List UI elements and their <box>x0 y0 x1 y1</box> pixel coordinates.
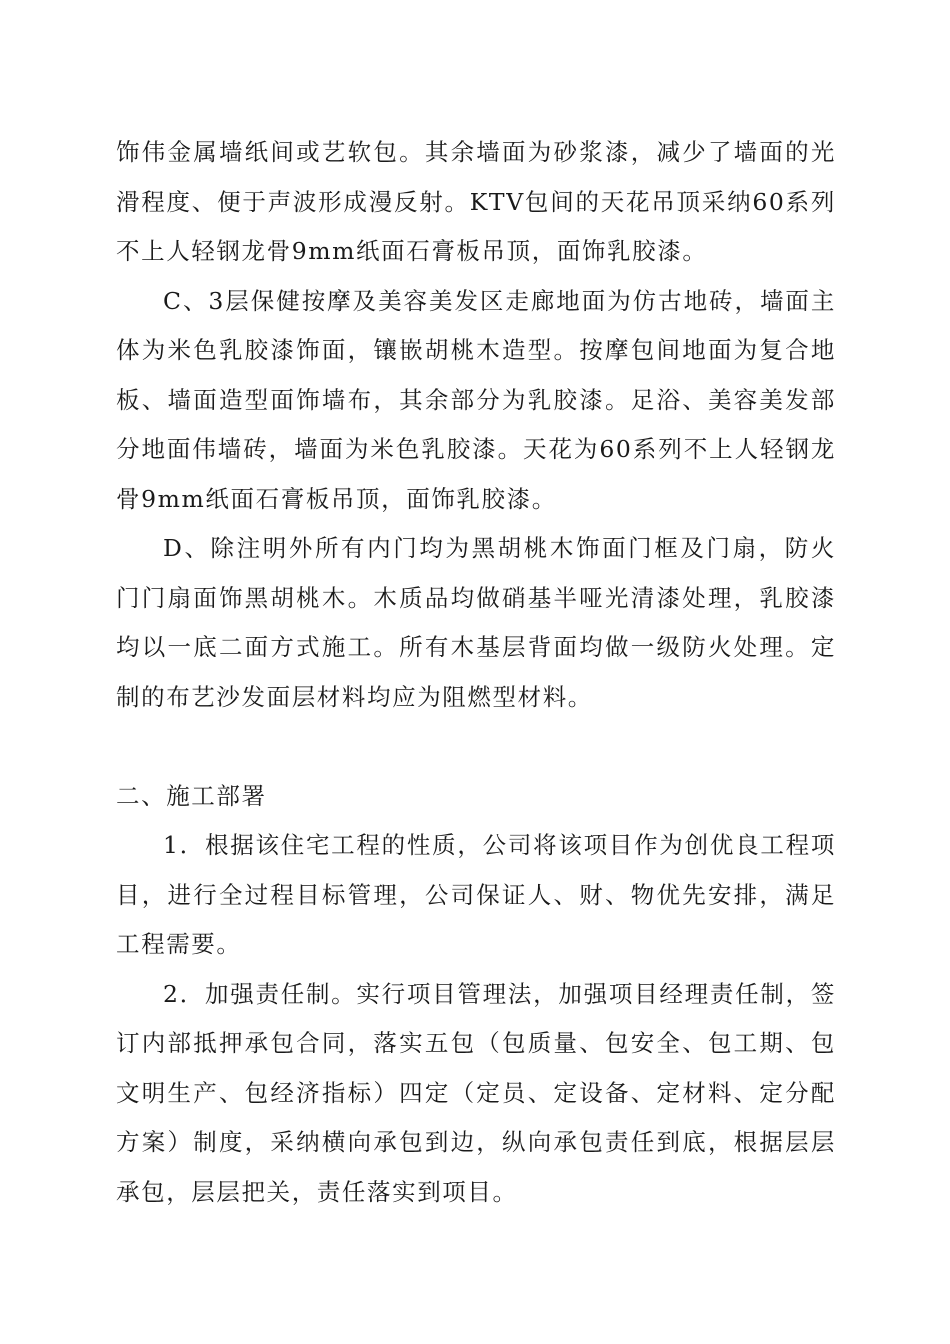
section-heading-construction-deployment: 二、施工部署 <box>116 781 267 810</box>
paragraph-doors-and-woodwork: D、除注明外所有内门均为黑胡桃木饰面门框及门扇，防火门门扇面饰黑胡桃木。木质品均做硝基半哑光清漆处理，乳胶漆均以一底二面方式施工。所有木基层背面均做一级防火处理。定制的布艺沙发面层材料均应为阻燃型材料。 <box>116 534 836 711</box>
document-body <box>116 128 836 1217</box>
paragraph-floor-3-finishes: C、3层保健按摩及美容美发区走廊地面为仿古地砖，墙面主体为米色乳胶漆饰面，镶嵌胡桃木造型。按摩包间地面为复合地板、墙面造型面饰墙布，其余部分为乳胶漆。足浴、美容美发部分地面伟墙砖，墙面为米色乳胶漆。天花为60系列不上人轻钢龙骨9mm纸面石膏板吊顶，面饰乳胶漆。 <box>116 286 836 513</box>
paragraph-gap <box>116 722 836 772</box>
paragraph-item-2: 2．加强责任制。实行项目管理法，加强项目经理责任制，签订内部抵押承包合同，落实五包（包质量、包安全、包工期、包文明生产、包经济指标）四定（定员、定设备、定材料、定分配方案）制度，采纳横向承包到边，纵向承包责任到底，根据层层承包，层层把关，责任落实到项目。 <box>116 979 836 1206</box>
paragraph-item-1: 1．根据该住宅工程的性质，公司将该项目作为创优良工程项目，进行全过程目标管理，公司保证人、财、物优先安排，满足工程需要。 <box>116 831 836 958</box>
paragraph-wall-finishes: 饰伟金属墙纸间或艺软包。其余墙面为砂浆漆，减少了墙面的光滑程度、便于声波形成漫反射。KTV包间的天花吊顶采纳60系列不上人轻钢龙骨9mm纸面石膏板吊顶，面饰乳胶漆。 <box>116 138 836 265</box>
